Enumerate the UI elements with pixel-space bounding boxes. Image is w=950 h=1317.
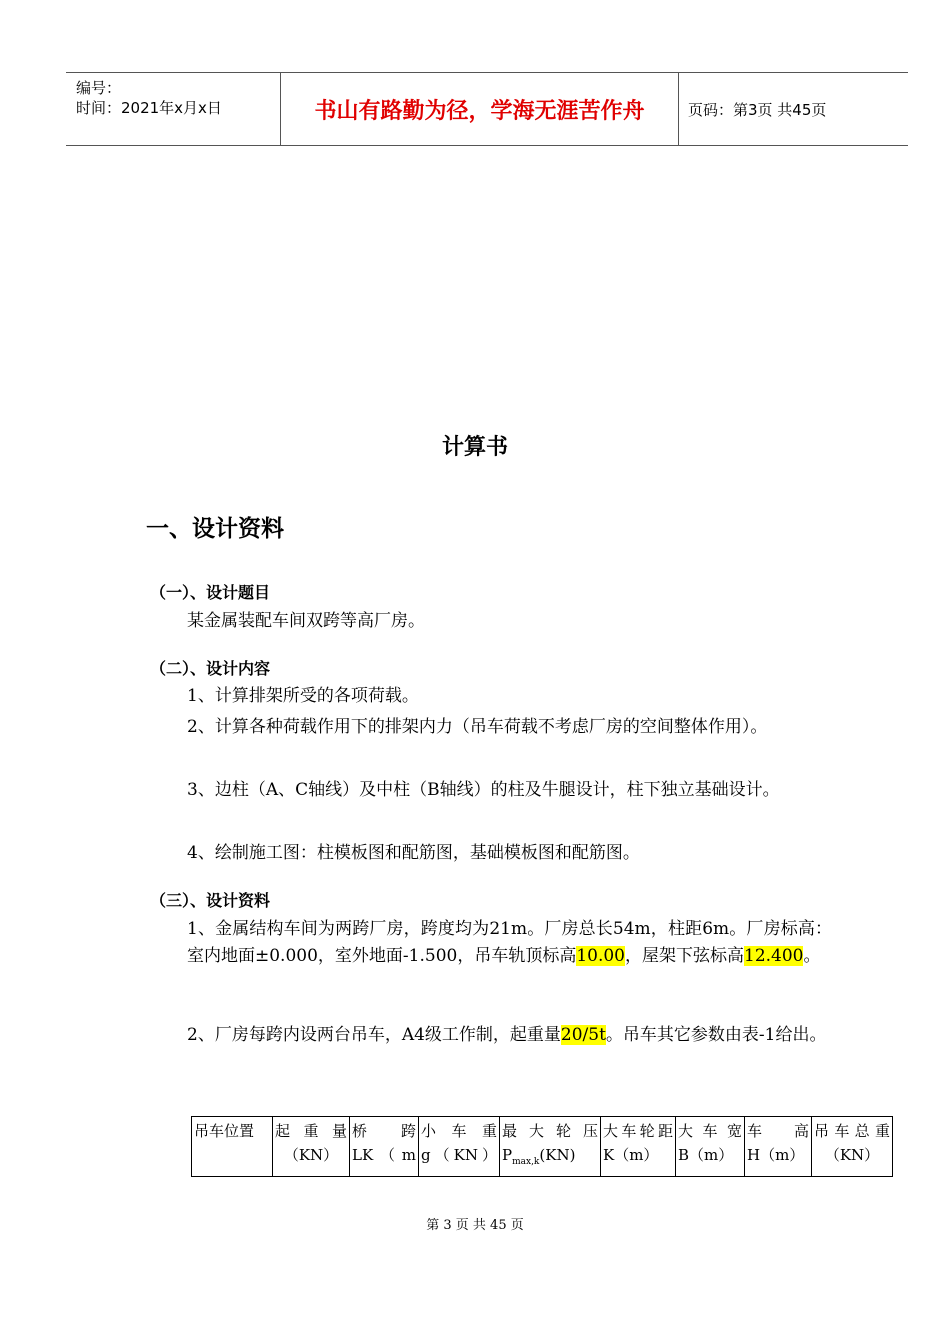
highlight: 12.400 — [744, 946, 804, 966]
cell-text: （KN） — [824, 1146, 880, 1164]
table-cell — [273, 1117, 350, 1177]
list-item: 1、计算排架所受的各项荷载。 — [187, 686, 419, 706]
cell-text: 最 大 轮 压 — [502, 1122, 598, 1140]
paragraph: 某金属装配车间双跨等高厂房。 — [187, 611, 425, 631]
subsection-heading: （一）、设计题目 — [150, 583, 271, 602]
cell-text: g（KN） — [421, 1146, 497, 1164]
header-left — [76, 78, 281, 118]
text-run: 1、金属结构车间为两跨厂房，跨度均为21m。厂房总长54m，柱距6m。厂房标高：室内地面±0.000，室外地面-1.500，吊车轨顶标高 — [187, 919, 832, 966]
header-motto: 书山有路勤为径，学海无涯苦作舟 — [314, 98, 645, 124]
number-label: 编号： — [76, 79, 122, 97]
subsection-heading: （三）、设计资料 — [150, 891, 271, 910]
cell-text: 小 车 重 — [421, 1122, 497, 1140]
list-item: 3、边柱（A、C轴线）及中柱（B轴线）的柱及牛腿设计，柱下独立基础设计。 — [187, 780, 780, 800]
table-cell — [601, 1117, 676, 1177]
cell-text: LK（m — [352, 1146, 416, 1164]
subsection-heading: （二）、设计内容 — [150, 659, 271, 678]
cell-text: 吊车总重 — [814, 1122, 890, 1140]
cell-text: 桥 跨 — [352, 1122, 416, 1140]
doc-title: 计算书 — [441, 435, 508, 460]
text-run: 。 — [803, 946, 821, 966]
crane-table — [191, 1116, 893, 1177]
paragraph — [187, 1022, 832, 1049]
cell-text: K（m） — [603, 1146, 659, 1164]
cell-text: （KN） — [283, 1146, 339, 1164]
cell-text: H（m） — [747, 1146, 805, 1164]
cell-text: 大车轮距 — [603, 1122, 673, 1140]
time-label: 时间：2021年x月x日 — [76, 99, 222, 117]
section-heading: 一、设计资料 — [146, 516, 284, 542]
page-footer: 第 3 页 共 45 页 — [426, 1218, 524, 1233]
list-item: 2、计算各种荷载作用下的排架内力（吊车荷载不考虑厂房的空间整体作用）。 — [187, 717, 768, 737]
table-cell — [812, 1117, 893, 1177]
paragraph — [187, 916, 832, 970]
cell-text: 吊车位置 — [194, 1122, 255, 1140]
cell-text: 车 高 — [747, 1122, 809, 1140]
table-cell — [676, 1117, 745, 1177]
header-divider — [678, 73, 679, 145]
text-run: 2、厂房每跨内设两台吊车，A4级工作制，起重量 — [187, 1025, 561, 1045]
table-cell — [192, 1117, 273, 1177]
table-cell — [500, 1117, 601, 1177]
highlight: 20/5t — [560, 1025, 606, 1045]
cell-text — [502, 1143, 598, 1174]
cell-text: 起 重 量 — [275, 1122, 347, 1140]
text-run: 。吊车其它参数由表-1给出。 — [605, 1025, 827, 1045]
cell-text: P — [502, 1146, 513, 1164]
cell-text: (KN) — [539, 1146, 576, 1164]
table-cell — [350, 1117, 419, 1177]
table-cell — [745, 1117, 812, 1177]
highlight: 10.00 — [576, 946, 625, 966]
page-header — [66, 72, 908, 146]
cell-text: B（m） — [678, 1146, 734, 1164]
table-row — [192, 1117, 893, 1177]
cell-text: 大 车 宽 — [678, 1122, 742, 1140]
text-run: ，屋架下弦标高 — [625, 946, 744, 966]
table-cell — [419, 1117, 500, 1177]
list-item: 4、绘制施工图：柱模板图和配筋图，基础模板图和配筋图。 — [187, 843, 640, 863]
cell-subscript: max,k — [512, 1157, 540, 1167]
page-info: 页码：第3页 共45页 — [688, 100, 827, 119]
